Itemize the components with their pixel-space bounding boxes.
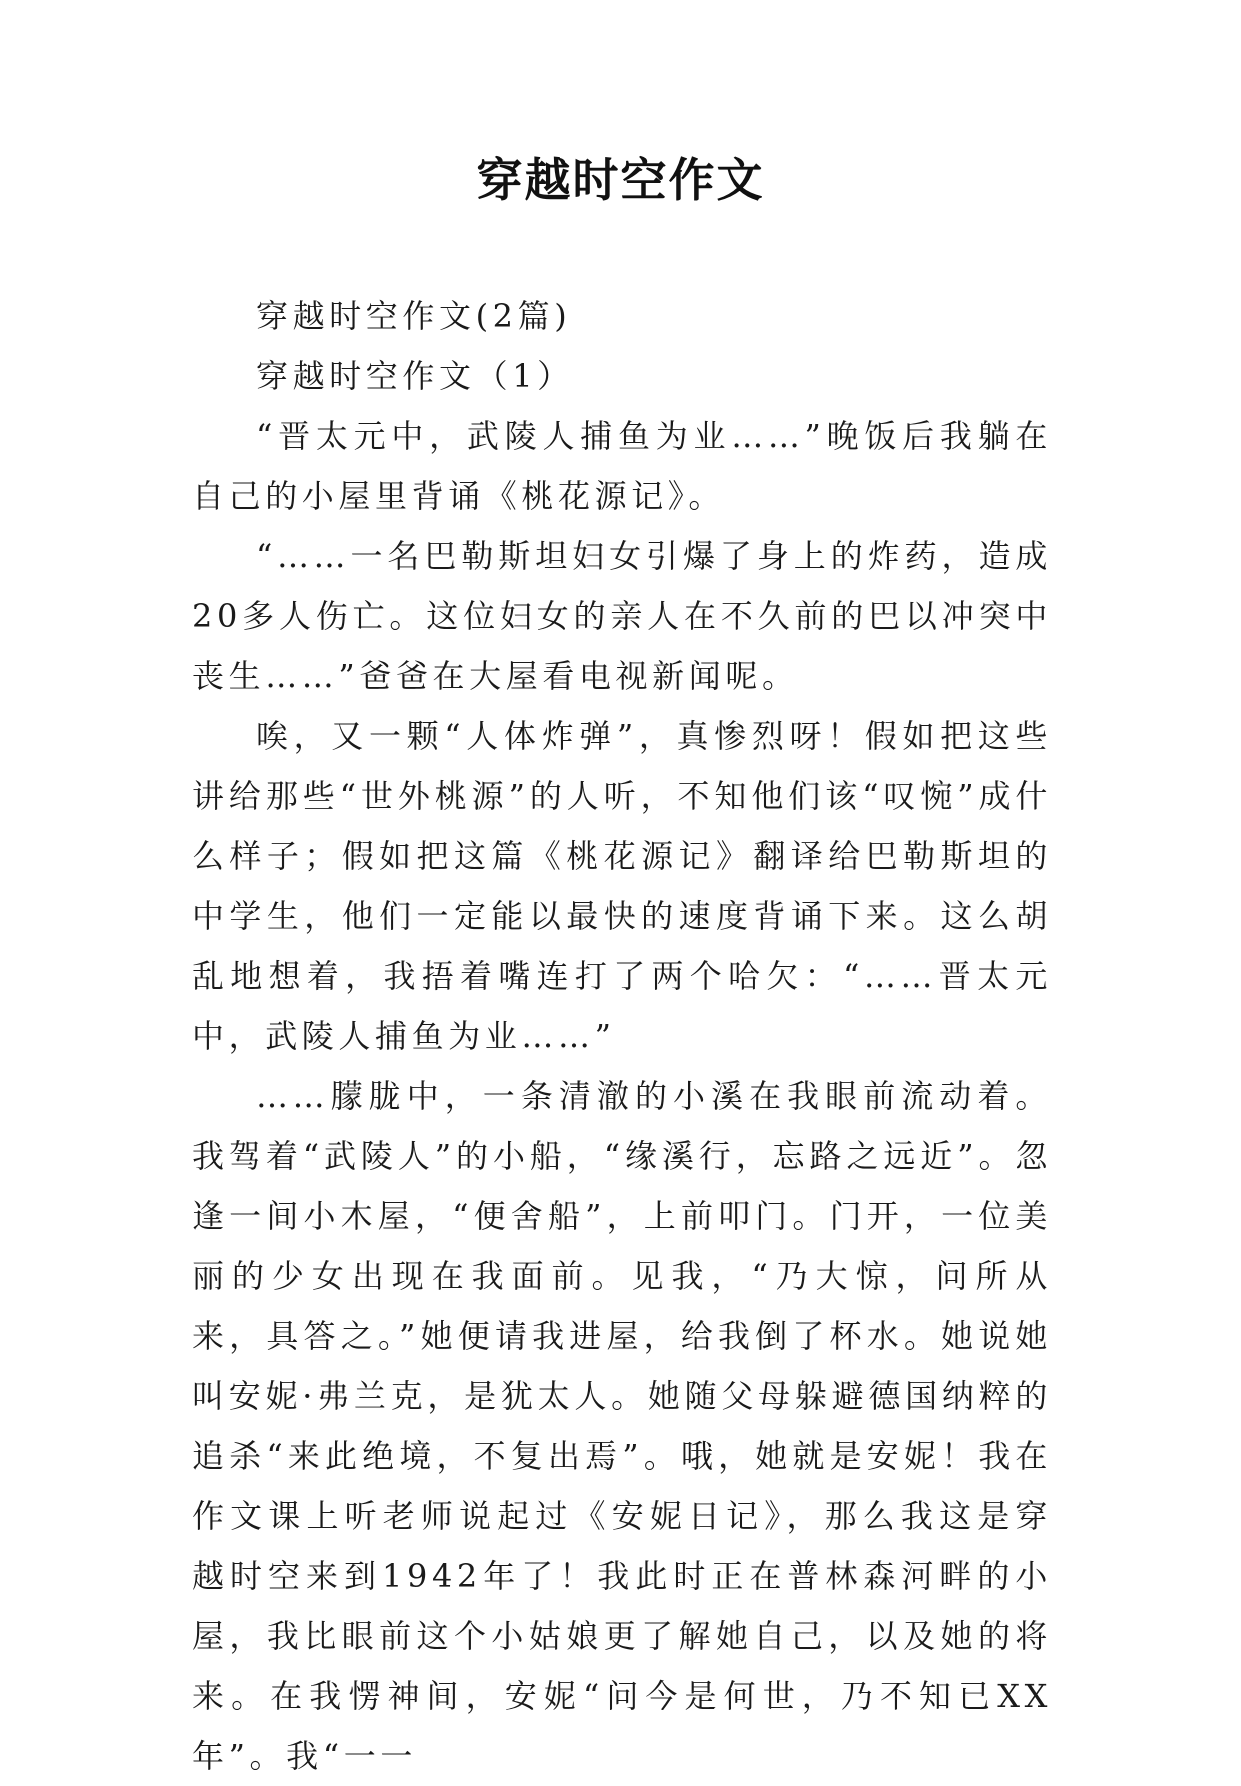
- document-title: 穿越时空作文: [476, 153, 765, 207]
- paragraph-1: “晋太元中，武陵人捕鱼为业……”晚饭后我躺在自己的小屋里背诵《桃花源记》。: [192, 417, 1052, 515]
- paragraph-2: “……一名巴勒斯坦妇女引爆了身上的炸药，造成20多人伤亡。这位妇女的亲人在不久前的巴以冲突中丧生……”爸爸在大屋看电视新闻呢。: [192, 537, 1052, 695]
- paragraph-subtitle: 穿越时空作文(2篇): [256, 297, 572, 335]
- paragraph-section-heading: 穿越时空作文（1）: [256, 357, 574, 395]
- paragraph-3: 唉，又一颗“人体炸弹”，真惨烈呀！假如把这些讲给那些“世外桃源”的人听，不知他们该“叹惋”成什么样子；假如把这篇《桃花源记》翻译给巴勒斯坦的中学生，他们一定能以最快的速度背诵下来。这么胡乱地想着，我捂着嘴连打了两个哈欠：“……晋太元中，武陵人捕鱼为业……”: [192, 717, 1052, 1055]
- paragraph-4: ……朦胧中，一条清澈的小溪在我眼前流动着。我驾着“武陵人”的小船，“缘溪行，忘路之远近”。忽逢一间小木屋，“便舍船”，上前叩门。门开，一位美丽的少女出现在我面前。见我，“乃大惊，问所从来，具答之。”她便请我进屋，给我倒了杯水。她说她叫安妮·弗兰克，是犹太人。她随父母躲避德国纳粹的追杀“来此绝境，不复出焉”。哦，她就是安妮！我在作文课上听老师说起过《安妮日记》，那么我这是穿越时空来到1942年了！我此时正在普林森河畔的小屋，我比眼前这个小姑娘更了解她自己，以及她的将来。在我愣神间，安妮“问今是何世，乃不知已XX年”。我“一一: [192, 1077, 1052, 1775]
- document-body: [192, 286, 1052, 1786]
